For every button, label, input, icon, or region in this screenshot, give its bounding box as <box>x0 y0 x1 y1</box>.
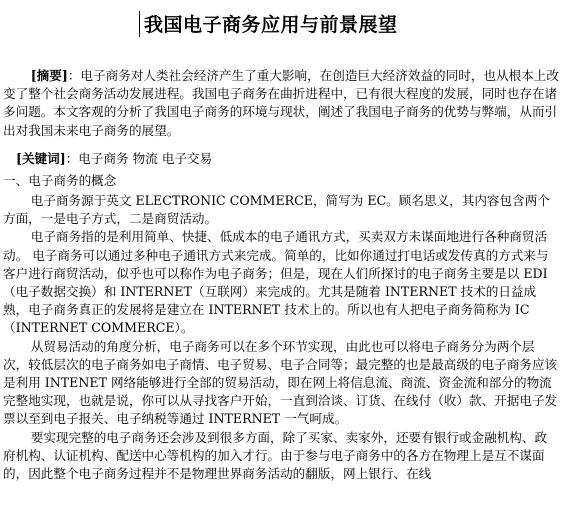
paragraph: 从贸易活动的角度分析，电子商务可以在多个环节实现，由此也可以将电子商务分为两个层次，较低层次的电子商务如电子商情、电子贸易、电子合同等；最完整的也是最高级的电子商务应该是利用 INTENET 网络能够进行全部的贸易活动，即在网上将信息流、商流、资金流和部分的物流完整地实现，也就是说，你可以从寻找客户开始，一直到洽谈、订货、在线付（收）款、开据电子发票以至到电子报关、电子纳税等通过 INTERNET 一气呵成。 <box>3 338 558 427</box>
document-title: 我国电子商务应用与前景展望 <box>144 14 398 36</box>
paragraph: 电子商务源于英文 ELECTRONIC COMMERCE，简写为 EC。顾名思义，其内容包含两个方面，一是电子方式，二是商贸活动。 <box>3 193 550 227</box>
abstract-paragraph <box>3 67 559 140</box>
abstract-label: [摘要] <box>30 68 68 83</box>
title-row <box>0 8 565 38</box>
paragraph: 要实现完整的电子商务还会涉及到很多方面，除了买家、卖家外，还要有银行或金融机构、政府机构、认证机构、配送中心等机构的加入才行。由于参与电子商务中的各方在物理上是互不谋面的，因此整个电子商务过程并不是物理世界商务活动的翻版，网上银行、在线 <box>3 429 548 482</box>
body-text <box>3 192 559 483</box>
section-heading: 一、电子商务的概念 <box>3 173 117 188</box>
keywords-text: ：电子商务 物流 电子交易 <box>65 151 213 166</box>
keywords-line <box>16 150 565 168</box>
text-cursor <box>139 11 140 37</box>
paragraph: 电子商务指的是利用简单、快捷、低成本的电子通讯方式，买卖双方未谋面地进行各种商贸活动。 电子商务可以通过多种电子通讯方式来完成。简单的，比如你通过打电话或发传真的方式来与客户进行商贸活动，似乎也可以称作为电子商务；但是，现在人们所探讨的电子商务主要是以 EDI（电子数据交换）和 INTERNET（互联网）来完成的。尤其是随着 INTERNET 技术的日益成熟，电子商务真正的发展将是建立在 INTERNET 技术上的。所以也有人把电子商务简称为 IC（INTERNET COMMERCE）。 <box>3 229 549 336</box>
keywords-label: [关键词] <box>16 151 66 166</box>
abstract-text: ：电子商务对人类社会经济产生了重大影响，在创造巨大经济效益的同时，也从根本上改变了整个社会商务活动发展进程。我国电子商务在曲折进程中，已有很大程度的发展，同时也存在诸多问题。本文客观的分析了我国电子商务的环境与现状，阐述了我国电子商务的优势与弊端，从而引出对我国未来电子商务的展望。 <box>3 68 559 138</box>
